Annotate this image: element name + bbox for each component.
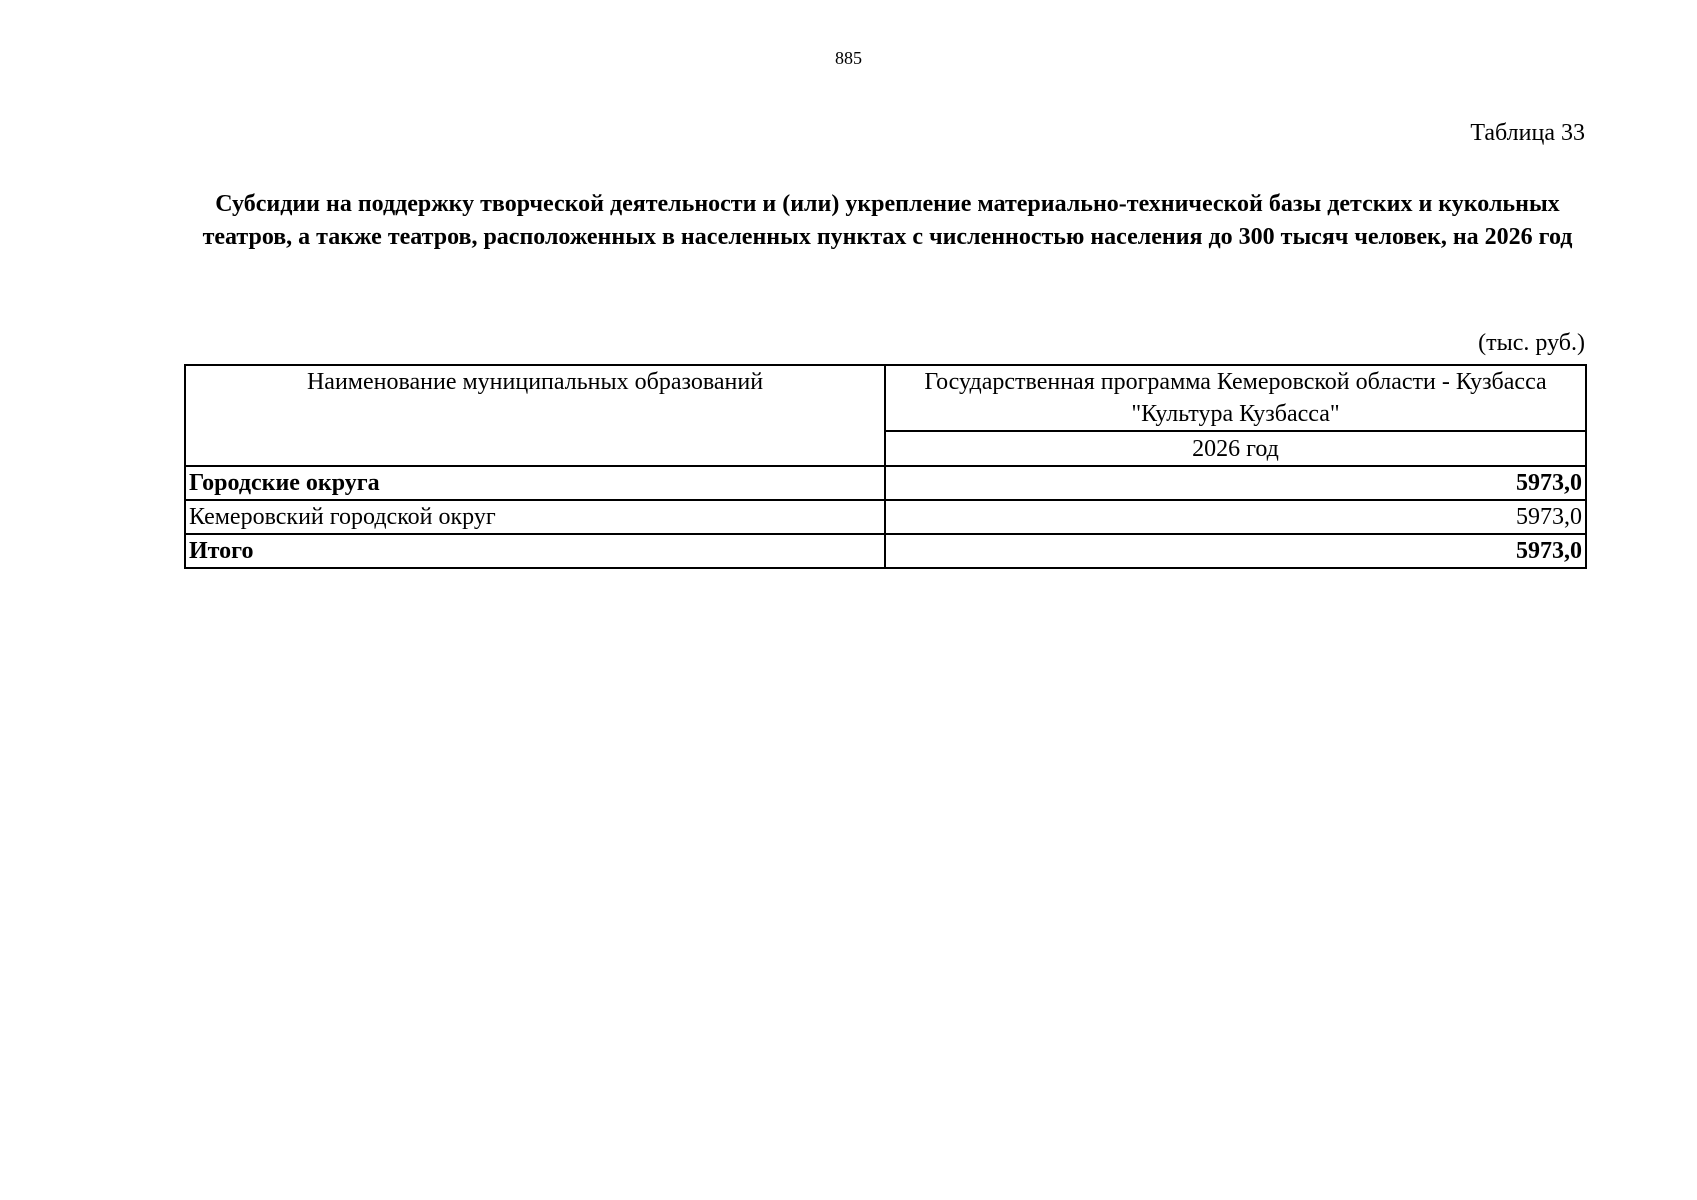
table-number: Таблица 33	[1470, 120, 1585, 146]
table-header	[185, 365, 1586, 466]
row-name: Кемеровский городской округ	[185, 500, 885, 534]
header-municipality-name: Наименование муниципальных образований	[185, 365, 885, 466]
header-program: Государственная программа Кемеровской области - Кузбасса "Культура Кузбасса"	[885, 365, 1586, 431]
row-name: Городские округа	[185, 466, 885, 500]
subsidy-table	[184, 364, 1587, 569]
document-title: Субсидии на поддержку творческой деятельности и (или) укрепление материально-технической базы детских и кукольных театров, а также театров, расположенных в населенных пунктах с численностью населения до 300 тысяч человек, на 2026 год	[202, 191, 1573, 250]
row-value: 5973,0	[885, 466, 1586, 500]
page-number: 885	[835, 48, 862, 68]
table-row	[185, 534, 1586, 568]
row-value: 5973,0	[885, 534, 1586, 568]
row-value: 5973,0	[885, 500, 1586, 534]
table-row	[185, 466, 1586, 500]
units-label: (тыс. руб.)	[1478, 330, 1585, 356]
header-year: 2026 год	[885, 431, 1586, 466]
row-name: Итого	[185, 534, 885, 568]
table-row	[185, 500, 1586, 534]
